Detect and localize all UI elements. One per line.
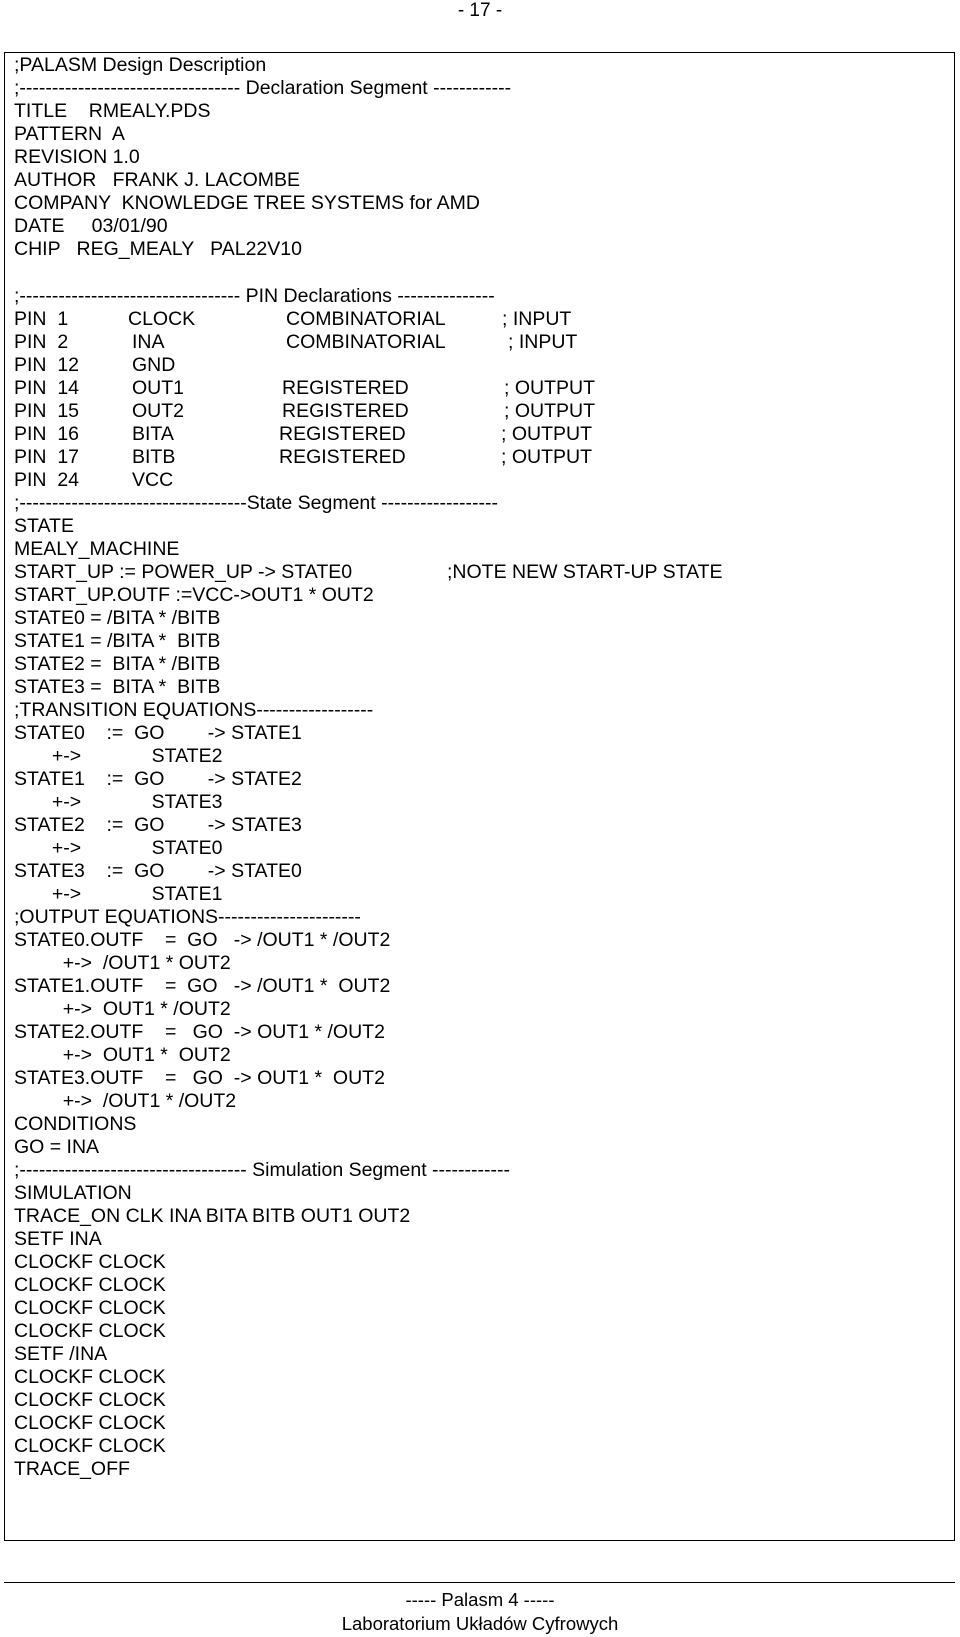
- pin-name: BITA: [132, 423, 174, 445]
- listing-line: ;PALASM Design Description: [14, 54, 267, 76]
- pin-number: PIN 2: [14, 331, 69, 353]
- listing-line: STATE0 = /BITA * /BITB: [14, 607, 221, 629]
- pin-type: COMBINATORIAL: [286, 331, 446, 353]
- pin-comment: ; OUTPUT: [504, 400, 595, 422]
- listing-line: MEALY_MACHINE: [14, 538, 180, 560]
- pin-name: GND: [132, 354, 176, 376]
- listing-line: STATE1 = /BITA * BITB: [14, 630, 221, 652]
- listing-line: CLOCKF CLOCK: [14, 1412, 166, 1434]
- pin-type: REGISTERED: [282, 400, 409, 422]
- pin-comment: ; INPUT: [502, 308, 572, 330]
- listing-line: +-> OUT1 * /OUT2: [14, 998, 231, 1020]
- pin-row: [14, 399, 944, 423]
- listing-line: TRACE_ON CLK INA BITA BITB OUT1 OUT2: [14, 1205, 411, 1227]
- listing-line: GO = INA: [14, 1136, 100, 1158]
- listing-line: DATE 03/01/90: [14, 215, 168, 237]
- listing-line: STATE2 = BITA * /BITB: [14, 653, 221, 675]
- listing-line: STATE2 := GO -> STATE3: [14, 814, 302, 836]
- listing-line: ;TRANSITION EQUATIONS------------------: [14, 699, 374, 721]
- listing-line: STATE1 := GO -> STATE2: [14, 768, 302, 790]
- listing-line: +-> STATE1: [14, 883, 223, 905]
- pin-number: PIN 1: [14, 308, 69, 330]
- listing-line: +-> OUT1 * OUT2: [14, 1044, 231, 1066]
- pin-type: REGISTERED: [282, 377, 409, 399]
- pin-row: [14, 353, 944, 377]
- listing-line: SETF INA: [14, 1228, 102, 1250]
- footer-lab-name: Laboratorium Układów Cyfrowych: [341, 1613, 619, 1634]
- pin-row: [14, 376, 944, 400]
- listing-line: ;OUTPUT EQUATIONS----------------------: [14, 906, 361, 928]
- footer-course-title: ----- Palasm 4 -----: [405, 1589, 555, 1610]
- listing-line: STATE1.OUTF = GO -> /OUT1 * OUT2: [14, 975, 391, 997]
- pin-number: PIN 16: [14, 423, 80, 445]
- listing-line: AUTHOR FRANK J. LACOMBE: [14, 169, 301, 191]
- listing-line: CLOCKF CLOCK: [14, 1320, 166, 1342]
- pin-row: [14, 330, 944, 354]
- listing-line: CHIP REG_MEALY PAL22V10: [14, 238, 302, 260]
- listing-line: +-> STATE0: [14, 837, 223, 859]
- listing-line: STATE0.OUTF = GO -> /OUT1 * /OUT2: [14, 929, 391, 951]
- pin-type: COMBINATORIAL: [286, 308, 446, 330]
- pin-comment: ; OUTPUT: [501, 423, 592, 445]
- pin-comment: ; OUTPUT: [504, 377, 595, 399]
- listing-line: STATE2.OUTF = GO -> OUT1 * /OUT2: [14, 1021, 385, 1043]
- pin-section-title: ;---------------------------------- PIN Declarations ---------------: [14, 285, 495, 307]
- listing-line: STATE3 = BITA * BITB: [14, 676, 221, 698]
- listing-line: CONDITIONS: [14, 1113, 137, 1135]
- pin-number: PIN 24: [14, 469, 80, 491]
- listing-line: CLOCKF CLOCK: [14, 1435, 166, 1457]
- pin-name: CLOCK: [128, 308, 196, 330]
- listing-line: ;---------------------------------- Declaration Segment ------------: [14, 77, 512, 99]
- listing-line: REVISION 1.0: [14, 146, 140, 168]
- listing-line: +-> /OUT1 * OUT2: [14, 952, 231, 974]
- startup-row: [14, 560, 944, 584]
- pin-row: [14, 468, 944, 492]
- pin-number: PIN 12: [14, 354, 80, 376]
- listing-line: ;----------------------------------- Simulation Segment ------------: [14, 1159, 510, 1181]
- listing-line: +-> /OUT1 * /OUT2: [14, 1090, 237, 1112]
- listing-line: STATE3 := GO -> STATE0: [14, 860, 302, 882]
- pin-name: OUT2: [132, 400, 185, 422]
- page-number: - 17 -: [457, 0, 503, 21]
- listing-line: +-> STATE3: [14, 791, 223, 813]
- listing-line: PATTERN A: [14, 123, 125, 145]
- listing-line: CLOCKF CLOCK: [14, 1366, 166, 1388]
- pin-name: BITB: [132, 446, 176, 468]
- listing-line: TITLE RMEALY.PDS: [14, 100, 211, 122]
- pin-type: REGISTERED: [279, 423, 406, 445]
- pin-comment: ; OUTPUT: [501, 446, 592, 468]
- pin-type: REGISTERED: [279, 446, 406, 468]
- pin-row: [14, 422, 944, 446]
- listing-line: STATE: [14, 515, 74, 537]
- pin-row: [14, 445, 944, 469]
- pin-name: OUT1: [132, 377, 185, 399]
- pin-row: [14, 307, 944, 331]
- listing-line: CLOCKF CLOCK: [14, 1274, 166, 1296]
- listing-line: +-> STATE2: [14, 745, 223, 767]
- listing-line: CLOCKF CLOCK: [14, 1297, 166, 1319]
- startup-code: START_UP := POWER_UP -> STATE0: [14, 561, 353, 583]
- listing-line: ;-----------------------------------State Segment ------------------: [14, 492, 498, 514]
- listing-line: TRACE_OFF: [14, 1458, 130, 1480]
- listing-line: CLOCKF CLOCK: [14, 1389, 166, 1411]
- listing-line: START_UP.OUTF :=VCC->OUT1 * OUT2: [14, 584, 374, 606]
- listing-line: CLOCKF CLOCK: [14, 1251, 166, 1273]
- pin-number: PIN 15: [14, 400, 80, 422]
- code-listing-box: [4, 52, 955, 1541]
- listing-line: STATE0 := GO -> STATE1: [14, 722, 302, 744]
- startup-comment: ;NOTE NEW START-UP STATE: [447, 561, 723, 583]
- pin-name: VCC: [132, 469, 174, 491]
- listing-line: SETF /INA: [14, 1343, 108, 1365]
- listing-line: SIMULATION: [14, 1182, 132, 1204]
- footer-rule: [4, 1582, 955, 1583]
- listing-line: COMPANY KNOWLEDGE TREE SYSTEMS for AMD: [14, 192, 480, 214]
- pin-number: PIN 14: [14, 377, 80, 399]
- listing-line: STATE3.OUTF = GO -> OUT1 * OUT2: [14, 1067, 385, 1089]
- pin-number: PIN 17: [14, 446, 80, 468]
- pin-comment: ; INPUT: [508, 331, 578, 353]
- pin-name: INA: [132, 331, 165, 353]
